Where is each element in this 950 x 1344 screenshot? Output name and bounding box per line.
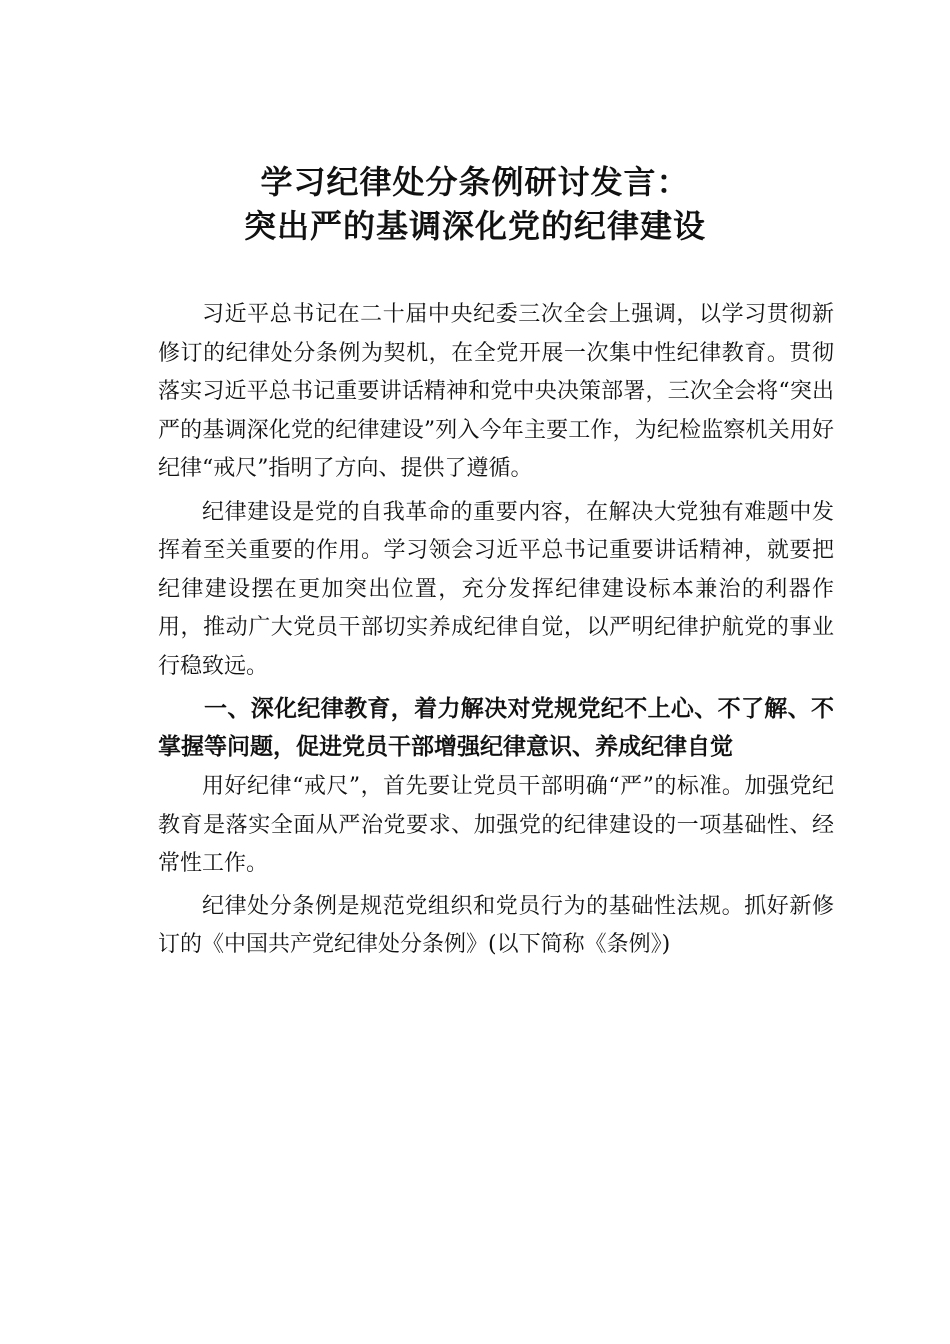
paragraph-1: 习近平总书记在二十届中央纪委三次全会上强调，以学习贯彻新修订的纪律处分条例为契机，在全党开展一次集中性纪律教育。贯彻落实习近平总书记重要讲话精神和党中央决策部署，三次全会将“突出严的基调深化党的纪律建设”列入今年主要工作，为纪检监察机关用好纪律“戒尺”指明了方向、提供了遵循。 — [158, 302, 834, 481]
paragraph-4: 纪律处分条例是规范党组织和党员行为的基础性法规。抓好新修订的《中国共产党纪律处分条例》(以下简称《条例》) — [158, 893, 834, 957]
section-heading-1: 一、深化纪律教育，着力解决对党规党纪不上心、不了解、不掌握等问题，促进党员干部增强纪律意识、养成纪律自觉 — [158, 696, 834, 760]
paragraph-2: 纪律建设是党的自我革命的重要内容，在解决大党独有难题中发挥着至关重要的作用。学习领会习近平总书记重要讲话精神，就要把纪律建设摆在更加突出位置，充分发挥纪律建设标本兼治的利器作用，推动广大党员干部切实养成纪律自觉，以严明纪律护航党的事业行稳致远。 — [158, 499, 834, 679]
title-line-1: 学习纪律处分条例研讨发言： — [260, 163, 690, 201]
document-title — [150, 160, 800, 248]
paragraph-3: 用好纪律“戒尺”，首先要让党员干部明确“严”的标准。加强党纪教育是落实全面从严治党要求、加强党的纪律建设的一项基础性、经常性工作。 — [158, 774, 834, 876]
document-body — [158, 296, 834, 965]
title-line-2: 突出严的基调深化党的纪律建设 — [243, 207, 706, 245]
